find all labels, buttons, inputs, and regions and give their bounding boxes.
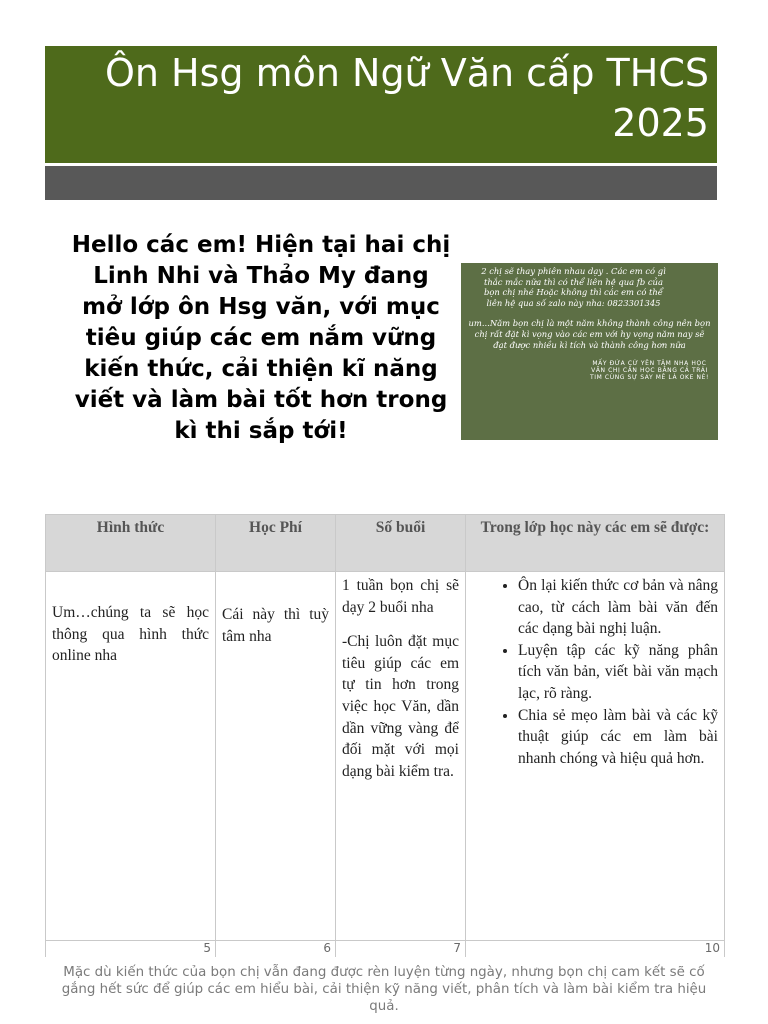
header-banner [45, 46, 717, 163]
cell-hoc-phi: Cái này thì tuỳ tâm nha [216, 572, 336, 941]
list-item: • Luyện tập các kỹ năng phân tích văn bản, viết bài văn mạch lạc, rõ ràng. [518, 640, 718, 705]
class-info-table [45, 514, 725, 957]
list-item: • Ôn lại kiến thức cơ bản và nâng cao, từ cách làm bài văn đến các dạng bài nghị luận. [518, 575, 718, 640]
list-item: • Chia sẻ mẹo làm bài và các kỹ thuật giúp các em làm bài nhanh chóng và hiệu quả hơn. [518, 705, 718, 770]
column-number-row [46, 941, 725, 958]
column-number: 6 [216, 941, 336, 958]
header-hoc-phi: Học Phí [216, 515, 336, 572]
header-band [45, 166, 717, 200]
so-buoi-goal: -Chị luôn đặt mục tiêu giúp các em tự tin hơn trong việc học Văn, dần dần vững vàng để đối mặt với mọi dạng bài kiểm tra. [342, 633, 459, 780]
cell-benefits [466, 572, 725, 941]
table-header-row [46, 515, 725, 572]
column-number: 5 [46, 941, 216, 958]
note-box [461, 263, 718, 440]
note-motto: MẤY ĐỨA CỨ YÊN TÂM NHA HỌC VĂN CHỊ CẦN HỌC BẰNG CẢ TRÁI TIM CÙNG SỰ SAY MÊ LÀ OKE NÈ! [590, 360, 709, 382]
header-hinh-thuc: Hình thức [46, 515, 216, 572]
table-row [46, 572, 725, 941]
footer-text: Mặc dù kiến thức của bọn chị vẫn đang được rèn luyện từng ngày, nhưng bọn chị cam kết sẽ cố gắng hết sức để giúp các em hiểu bài, cải thiện kỹ năng viết, phân tích và làm bài kiểm tra hiệu quả. [61, 965, 707, 1014]
note-hope: um...Năm bọn chị là một năm không thành công nên bọn chị rất đặt kì vọng vào các em với hy vọng năm nay sẽ đạt được nhiều kì tích và thành công hơn nữa [468, 318, 711, 350]
cell-so-buoi [336, 572, 466, 941]
so-buoi-schedule: 1 tuần bọn chị sẽ dạy 2 buổi nha [342, 577, 459, 616]
note-contact: 2 chị sẽ thay phiên nhau dạy . Các em có gì thắc mắc nữa thì có thể liên hệ qua fb của bọn chị nhé Hoặc không thì các em có thể liên hệ qua số zalo này nha: 0823301345 [481, 266, 666, 308]
cell-hinh-thuc: Um…chúng ta sẽ học thông qua hình thức online nha [46, 572, 216, 941]
header-divider [45, 163, 717, 165]
page-title: Ôn Hsg môn Ngữ Văn cấp THCS 2025 [104, 51, 709, 145]
header-so-buoi: Số buổi [336, 515, 466, 572]
header-benefits: Trong lớp học này các em sẽ được: [466, 515, 725, 572]
intro-text: Hello các em! Hiện tại hai chị Linh Nhi và Thảo My đang mở lớp ôn Hsg văn, với mục tiêu giúp các em nắm vững kiến thức, cải thiện kĩ năng viết và làm bài tốt hơn trong kì thi sắp tới! [71, 232, 451, 444]
column-number: 7 [336, 941, 466, 958]
column-number: 10 [466, 941, 725, 958]
benefits-list [472, 575, 718, 769]
